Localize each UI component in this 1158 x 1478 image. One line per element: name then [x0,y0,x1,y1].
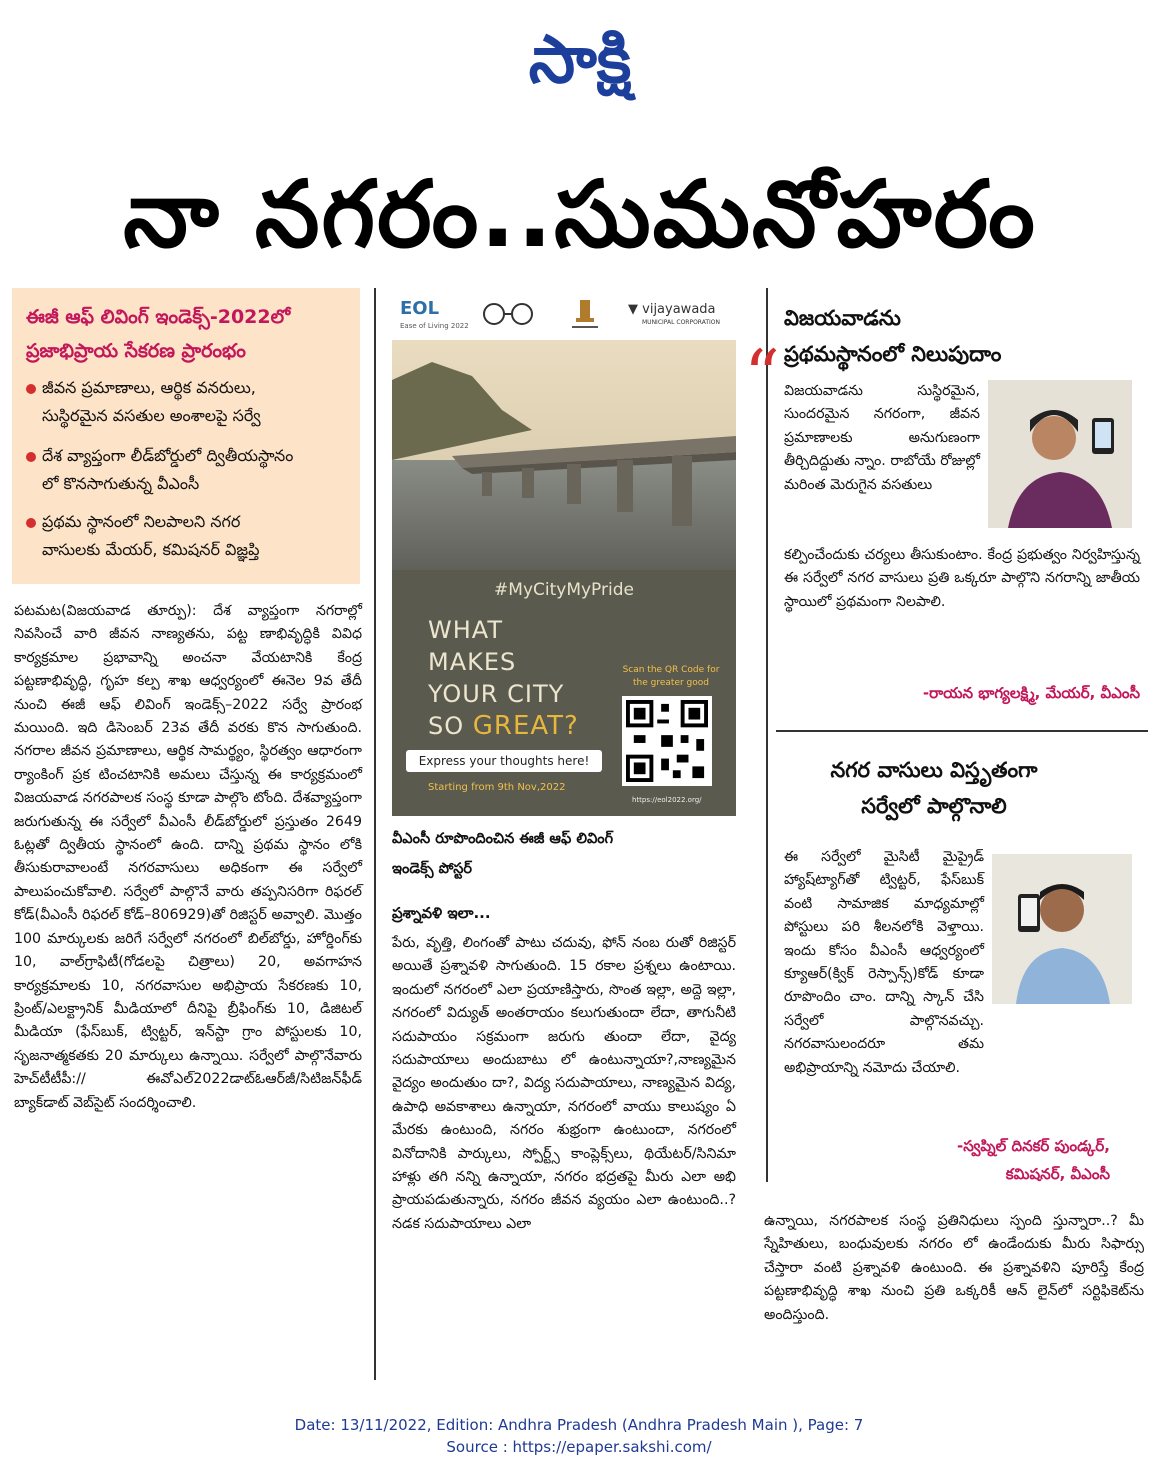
eol-logo-sub: Ease of Living 2022 [400,322,469,330]
poster-line: WHAT [428,616,503,644]
poster-question [428,614,618,742]
poster-caption-line: ఇండెక్స్ పోస్టర్ [392,861,472,877]
footer-edition: Date: 13/11/2022, Edition: Andhra Pradesh (Andhra Pradesh Main ), Page: 7 [294,1416,864,1434]
poster-hashtag: #MyCityMyPride [494,580,634,600]
commissioner-heading-line: నగర వాసులు విస్తృతంగా [830,758,1038,782]
vmc-logo: ▼ vijayawada [628,302,716,317]
mayor-photo [988,380,1132,528]
poster-line: SO [428,712,473,740]
logo-text: సాక్షి [528,21,632,98]
page-footer [0,1414,1158,1458]
headline: నా నగరం..సుమనోహరం [123,161,1037,268]
highlight-heading [26,300,356,368]
prakasam-barrage-photo [392,340,736,620]
middle-article-body: పేరు, వృత్తి, లింగంతో పాటు చదువు, ఫోన్ నంబ రుతో రిజిస్టర్ అయితే ప్రశ్నావళి సాగుతుంది. 15 రకాల ప్రశ్నలు ఉంటాయి. ఇందులో నగరంలో ఎలా ప్రయాణిస్తారు, సొంత ఇల్లా, అద్దె ఇల్లా, నగరంలో విద్యుత్ అంతరాయం కలుగుతుందా లేదా, తాగునీటి సదుపాయం సక్రమంగా జరుగు తుందా లేదా, వైద్య సదుపాయాలు అందుబాటు లో ఉంటున్నాయా?,నాణ్యమైన వైద్యం అందుతుం దా?, విద్య సదుపాయాలు, నాణ్యమైన విద్య, ఉపాధి అవకాశాలు ఉన్నాయా, నగరంలో వాయు కాలుష్యం ఏ మేరకు ఉంటుంది, నగరం శుభ్రంగా ఉంటుందా, నగరంలో వినోదానికి పార్కులు, స్పోర్ట్స్ కాంప్లెక్స్‌లు, థియేటర్/సినిమా హాళ్లు తగి నన్ని ఉన్నాయా, నగరం భద్రతపై మీరు ఎలా అభి ప్రాయపడుతున్నారు, నగరం జీవన వ్యయం ఎలా ఉంటుంది..? నడక సదుపాయాలు ఎలా [392,935,736,1232]
section-rule [776,730,1148,732]
commissioner-heading [784,752,1084,824]
sakshi-logo [480,14,680,102]
quote-mark-icon: “ [744,335,780,417]
mayor-portrait-icon [988,380,1132,528]
bullet-dot-icon [26,518,36,528]
highlight-bullet [26,442,356,498]
commissioner-portrait-icon [992,854,1132,1004]
column-rule [374,288,376,1380]
commissioner-byline-line: కమిషనర్, వీఎంసీ [1005,1165,1110,1183]
bullet-dot-icon [26,452,36,462]
poster-line: YOUR CITY [428,680,565,708]
poster-caption [392,824,736,884]
right-continuation-body: ఉన్నాయి, నగరపాలక సంస్థ ప్రతినిధులు స్పంది స్తున్నారా..? మీ స్నేహితులు, బంధువులకు నగరం లో ఉండేందుకు మీరు సిఫార్సు చేస్తారా వంటి ప్రశ్నావళి ఉంటుంది. ఈ ప్రశ్నావళిని పూరిస్తే కేంద్ర పట్టణాభివృద్ధి శాఖ నుంచి ప్రతి ఒక్కరికీ ఆన్ లైన్‌లో సర్టిఫికెట్‌ను అందిస్తుంది. [764,1213,1144,1323]
commissioner-quote: ఈ సర్వేలో మైసిటీ మైప్రైడ్ హ్యాష్‌ట్యాగ్‌తో ట్విట్టర్, ఫేస్‌బుక్ వంటి సామాజిక మాధ్యమాల్లో పోస్టులు పరి శీలనలోకి వెళ్తాయి. ఇందు కోసం వీఎంసీ ఆధ్వర్యంలో క్యూఆర్(క్విక్ రెస్పాన్స్)కోడ్ కూడా రూపొందిం చాం. దాన్ని స్కాన్ చేసి సర్వేలో పాల్గొనవచ్చు. నగరవాసులందరూ తమ అభిప్రాయాన్ని నమోదు చేయాలి. [784,849,984,1076]
mayor-heading [784,300,1144,372]
poster-caption-line: వీఎంసీ రూపొందించిన ఈజీ ఆఫ్ లివింగ్ [392,831,614,847]
bullet-text: జీవన ప్రమాణాలు, ఆర్థిక వనరులు, [42,378,256,397]
mayor-quote-part2: కల్పించేందుకు చర్యలు తీసుకుంటాం. కేంద్ర ప్రభుత్వం నిర్వహిస్తున్న ఈ సర్వేలో నగర వాసులు ప్రతి ఒక్కరూ పాల్గొని నగరాన్ని జాతీయ స్థాయిలో ప్రథమంగా నిలపాలి. [784,547,1140,610]
highlight-bullet [26,374,356,430]
express-thoughts-label: Express your thoughts here! [406,750,602,772]
bullet-text: దేశ వ్యాప్తంగా లీడ్‌బోర్డులో ద్వితీయస్థానం [42,446,294,465]
mayor-byline: -రాయన భాగ్యలక్ష్మి, మేయర్, వీఎంసీ [922,684,1140,702]
questionnaire-subhead: ప్రశ్నావళి ఇలా... [392,904,491,922]
poster-start-date: Starting from 9th Nov,2022 [428,782,566,793]
bullet-dot-icon [26,384,36,394]
highlight-bullet [26,508,356,564]
commissioner-byline-line: -స్వప్నిల్ దినకర్ పుండ్కర్, [956,1137,1110,1155]
bullet-text: లో కొనసాగుతున్న వీఎంసీ [42,474,200,493]
bullet-text: వాసులకు మేయర్, కమిషనర్ విజ్ఞప్తి [42,540,260,559]
bullet-text: సుస్థిరమైన వసతుల అంశాలపై సర్వే [42,406,261,425]
highlight-heading-line2: ప్రజాభిప్రాయ సేకరణ ప్రారంభం [26,340,246,362]
commissioner-byline [784,1132,1110,1188]
mayor-heading-line: విజయవాడను [784,306,901,330]
commissioner-photo [992,854,1132,1004]
vmc-logo-sub: MUNICIPAL CORPORATION [642,319,721,326]
swachh-bharat-icon [478,300,538,328]
column-rule [766,288,768,1182]
vmc-logo-text: vijayawada [642,302,716,317]
poster-logo-strip [392,288,736,340]
bullet-text: ప్రథమ స్థానంలో నిలపాలని నగర [42,512,241,531]
eol-logo: EOL [400,298,440,319]
qr-caption: Scan the QR Code for the greater good [622,665,720,688]
national-emblem-icon [570,296,600,332]
mayor-heading-line: ప్రథమస్థానంలో నిలుపుదాం [784,342,1002,366]
qr-code-icon [622,696,712,786]
poster-url: https://eol2022.org/ [632,796,702,804]
poster-line: MAKES [428,648,517,676]
highlight-heading-line1: ఈజీ ఆఫ్ లివింగ్ ఇండెక్స్-2022లో [26,306,291,328]
footer-source: Source : https://epaper.sakshi.com/ [446,1438,712,1456]
left-article-body: పటమట(విజయవాడ తూర్పు): దేశ వ్యాప్తంగా నగరాల్లో నివసించే వారి జీవన నాణ్యతను, పట్ట ణాభివృద్ధికి వివిధ కార్యక్రమాల ప్రభావాన్ని అంచనా వేయటానికి కేంద్ర పట్టణాభివృద్ధి, గృహ కల్ప శాఖ ఆధ్వర్యంలో ఈనెల 9వ తేదీ నుంచి ఈజీ ఆఫ్ లివింగ్ ఇండెక్స్–2022 సర్వే ప్రారంభ మయింది. ఇది డిసెంబర్ 23వ తేదీ వరకు కొన సాగుతుంది. నగరాల జీవన ప్రమాణాలు, ఆర్థిక సామర్థ్యం, స్థిరత్వం ఆధారంగా ర్యాంకింగ్ ప్రక టించటానికి అమలు చేస్తున్న ఈ కార్యక్రమంలో విజయవాడ నగరపాలక సంస్థ కూడా పాల్గొం టోంది. దేశవ్యాప్తంగా జరుగుతున్న ఈ సర్వేలో వీఎంసీ లీడ్‌బోర్డులో ప్రస్తుతం 2649 ఓట్లతో ద్వితీయ స్థానంలో ఉంది. దాన్ని ప్రథమ స్థానం లోకి తీసుకురావాలంటే నగరవాసులు అధికంగా ఈ సర్వేలో పాలుపంచుకోవాలి. సర్వేలో పాల్గొనే వారు తప్పనిసరిగా రిఫరల్ కోడ్(వీఎంసీ రిఫరల్ కోడ్–806929)తో రిజిస్టర్ అవ్వాలి. మొత్తం 100 మార్కులకు జరిగే సర్వేలో నగరంలో బిల్‌బోర్డు, హోర్డింగ్‌కు 10, వాల్‌గ్రాఫిటీ(గోడలపై చిత్రాలు) 20, అవగాహన కార్యక్రమాలకు 10, నగరవాసుల అభిప్రాయ సేకరణకు 10, ప్రింట్/ఎలక్ట్రానిక్ మీడియాలో దీనిపై బ్రీఫింగ్‌కు 10, డిజిటల్ మీడియా (ఫేస్‌బుక్, ట్విట్టర్, ఇన్‌స్టా గ్రాం పోస్టులకు 10, సృజనాత్మకతకు 20 మార్కులు ఉన్నాయి. సర్వేలో పాల్గొనేవారు హెచ్‌టీటీపీ:// ఈవోఎల్2022డాట్‌ఓఆర్‌జీ/సిటిజన్‌ఫీడ్ బ్యాక్‌డాట్ వెబ్‌సైట్ సందర్శించాలి. [14,603,362,1111]
poster-great: GREAT? [472,711,579,741]
commissioner-heading-line: సర్వేలో పాల్గొనాలి [861,794,1007,818]
poster-image [392,288,736,816]
mayor-quote-part1: విజయవాడను సుస్థిరమైన, సుందరమైన నగరంగా, జీవన ప్రమాణాలకు అనుగుణంగా తీర్చిదిద్దుతు న్నాం. రాబోయే రోజుల్లో మరింత మెరుగైన వసతులు [784,383,980,493]
